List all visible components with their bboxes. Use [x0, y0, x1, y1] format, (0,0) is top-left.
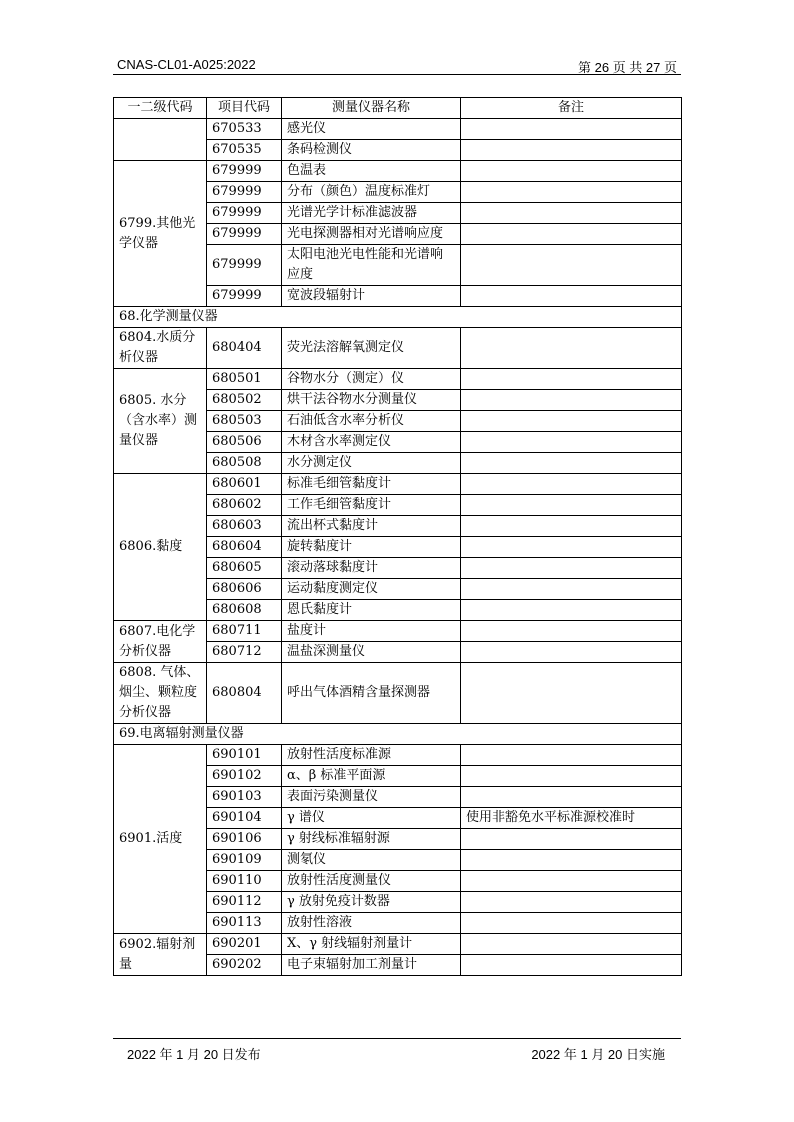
note-cell	[461, 224, 682, 245]
instrument-name-cell: X、γ 射线辐射剂量计	[282, 934, 461, 955]
note-cell	[461, 558, 682, 579]
column-header: 项目代码	[207, 98, 282, 119]
item-code-cell: 680608	[207, 600, 282, 621]
note-cell	[461, 390, 682, 411]
table-row	[114, 934, 682, 955]
footer-divider	[113, 1038, 681, 1039]
section-title: 68.化学测量仪器	[114, 307, 682, 328]
item-code-cell: 680605	[207, 558, 282, 579]
instrument-name-cell: 条码检测仪	[282, 140, 461, 161]
column-header: 测量仪器名称	[282, 98, 461, 119]
instrument-name-cell: 放射性活度标准源	[282, 745, 461, 766]
item-code-cell: 680606	[207, 579, 282, 600]
instrument-name-cell: 放射性溶液	[282, 913, 461, 934]
item-code-cell: 679999	[207, 161, 282, 182]
table-row	[114, 621, 682, 642]
instrument-name-cell: 电子束辐射加工剂量计	[282, 955, 461, 976]
note-cell	[461, 934, 682, 955]
category-cell	[114, 621, 207, 663]
doc-code: CNAS-CL01-A025:2022	[117, 57, 256, 72]
instrument-name-cell: 感光仪	[282, 119, 461, 140]
item-code-cell: 690102	[207, 766, 282, 787]
instrument-name-cell: 分布（颜色）温度标准灯	[282, 182, 461, 203]
section-row	[114, 307, 682, 328]
table-row	[114, 663, 682, 724]
note-cell	[461, 745, 682, 766]
item-code-cell: 690110	[207, 871, 282, 892]
item-code-cell: 690103	[207, 787, 282, 808]
item-code-cell: 679999	[207, 286, 282, 307]
item-code-cell: 680503	[207, 411, 282, 432]
instrument-name-cell: 盐度计	[282, 621, 461, 642]
instrument-name-cell: 木材含水率测定仪	[282, 432, 461, 453]
item-code-cell: 690101	[207, 745, 282, 766]
category-cell	[114, 369, 207, 474]
item-code-cell: 680804	[207, 663, 282, 724]
item-code-cell: 680604	[207, 537, 282, 558]
note-cell	[461, 787, 682, 808]
column-header: 备注	[461, 98, 682, 119]
table-row	[114, 369, 682, 390]
item-code-cell: 680603	[207, 516, 282, 537]
note-cell	[461, 203, 682, 224]
category-label: 6901.活度	[119, 831, 183, 846]
instrument-name-cell: 光谱光学计标准滤波器	[282, 203, 461, 224]
item-code-cell: 679999	[207, 245, 282, 286]
table-row	[114, 745, 682, 766]
item-code-cell: 690112	[207, 892, 282, 913]
category-cell	[114, 328, 207, 369]
instrument-name-cell: 测氡仪	[282, 850, 461, 871]
category-cell	[114, 474, 207, 621]
category-label: 6805. 水分（含水率）测量仪器	[119, 393, 198, 448]
page-footer	[113, 1042, 681, 1062]
category-label: 6804.水质分析仪器	[119, 330, 196, 365]
item-code-cell: 690113	[207, 913, 282, 934]
note-cell	[461, 474, 682, 495]
note-cell	[461, 119, 682, 140]
page-header	[113, 52, 681, 75]
item-code-cell: 679999	[207, 182, 282, 203]
note-cell	[461, 850, 682, 871]
implement-date: 2022 年 1 月 20 日实施	[531, 1047, 665, 1062]
instrument-name-cell: 温盐深测量仪	[282, 642, 461, 663]
item-code-cell: 690109	[207, 850, 282, 871]
instrument-name-cell: α、β 标准平面源	[282, 766, 461, 787]
section-title: 69.电离辐射测量仪器	[114, 724, 682, 745]
item-code-cell: 680501	[207, 369, 282, 390]
publish-date: 2022 年 1 月 20 日发布	[127, 1047, 261, 1062]
note-cell	[461, 766, 682, 787]
note-cell	[461, 829, 682, 850]
item-code-cell: 670535	[207, 140, 282, 161]
item-code-cell: 680508	[207, 453, 282, 474]
note-cell	[461, 182, 682, 203]
item-code-cell: 680711	[207, 621, 282, 642]
category-label: 6902.辐射剂量	[119, 936, 196, 972]
instrument-name-cell: 表面污染测量仪	[282, 787, 461, 808]
section-row	[114, 724, 682, 745]
instrument-name-cell: 烘干法谷物水分测量仪	[282, 390, 461, 411]
item-code-cell: 679999	[207, 203, 282, 224]
item-code-cell: 690106	[207, 829, 282, 850]
item-code-cell: 680602	[207, 495, 282, 516]
category-label: 6799.其他光学仪器	[119, 215, 196, 251]
item-code-cell: 690201	[207, 934, 282, 955]
note-cell	[461, 871, 682, 892]
item-code-cell: 680506	[207, 432, 282, 453]
instrument-name-cell: γ 射线标准辐射源	[282, 829, 461, 850]
category-cell	[114, 161, 207, 307]
instrument-name-cell: 光电探测器相对光谱响应度	[282, 224, 461, 245]
instrument-name-cell: 宽波段辐射计	[282, 286, 461, 307]
instrument-name-cell: 石油低含水率分析仪	[282, 411, 461, 432]
note-cell	[461, 369, 682, 390]
note-cell	[461, 286, 682, 307]
note-cell	[461, 621, 682, 642]
instrument-name-cell: 旋转黏度计	[282, 537, 461, 558]
instrument-name-cell: 水分测定仪	[282, 453, 461, 474]
instrument-name-cell: 荧光法溶解氧测定仪	[282, 328, 461, 369]
note-cell	[461, 516, 682, 537]
note-cell	[461, 579, 682, 600]
note-cell	[461, 328, 682, 369]
table-row	[114, 328, 682, 369]
category-label: 6808. 气体、烟尘、颗粒度分析仪器	[119, 665, 200, 720]
instrument-name-cell: 色温表	[282, 161, 461, 182]
item-code-cell: 670533	[207, 119, 282, 140]
instrument-name-cell: 谷物水分（测定）仪	[282, 369, 461, 390]
category-cell	[114, 934, 207, 976]
instrument-name-cell: 工作毛细管黏度计	[282, 495, 461, 516]
page-info: 第 26 页 共 27 页	[578, 60, 677, 75]
note-cell	[461, 140, 682, 161]
note-cell	[461, 537, 682, 558]
note-cell	[461, 663, 682, 724]
instrument-name-cell: 标准毛细管黏度计	[282, 474, 461, 495]
note-cell	[461, 913, 682, 934]
category-cell	[114, 119, 207, 161]
note-cell	[461, 245, 682, 286]
item-code-cell: 690202	[207, 955, 282, 976]
note-cell	[461, 600, 682, 621]
item-code-cell: 679999	[207, 224, 282, 245]
note-cell	[461, 432, 682, 453]
table-row	[114, 161, 682, 182]
instrument-name-cell: γ 放射免疫计数器	[282, 892, 461, 913]
item-code-cell: 680404	[207, 328, 282, 369]
category-label: 6806.黏度	[119, 539, 183, 554]
item-code-cell: 680601	[207, 474, 282, 495]
note-cell: 使用非豁免水平标准源校准时	[461, 808, 682, 829]
note-cell	[461, 642, 682, 663]
instrument-name-cell: 运动黏度测定仪	[282, 579, 461, 600]
category-cell	[114, 745, 207, 934]
instrument-name-cell: 呼出气体酒精含量探测器	[282, 663, 461, 724]
instrument-name-cell: 太阳电池光电性能和光谱响应度	[282, 245, 461, 286]
category-cell	[114, 663, 207, 724]
note-cell	[461, 495, 682, 516]
instrument-name-cell: 放射性活度测量仪	[282, 871, 461, 892]
note-cell	[461, 892, 682, 913]
instrument-name-cell: 滚动落球黏度计	[282, 558, 461, 579]
instrument-table	[113, 97, 682, 976]
instrument-name-cell: 流出杯式黏度计	[282, 516, 461, 537]
note-cell	[461, 955, 682, 976]
note-cell	[461, 411, 682, 432]
table-row	[114, 474, 682, 495]
note-cell	[461, 453, 682, 474]
instrument-name-cell: 恩氏黏度计	[282, 600, 461, 621]
column-header: 一二级代码	[114, 98, 207, 119]
item-code-cell: 680712	[207, 642, 282, 663]
item-code-cell: 690104	[207, 808, 282, 829]
note-cell	[461, 161, 682, 182]
category-label: 6807.电化学分析仪器	[119, 623, 196, 659]
table-header-row	[114, 98, 682, 119]
item-code-cell: 680502	[207, 390, 282, 411]
instrument-name-cell: γ 谱仪	[282, 808, 461, 829]
table-row	[114, 119, 682, 140]
